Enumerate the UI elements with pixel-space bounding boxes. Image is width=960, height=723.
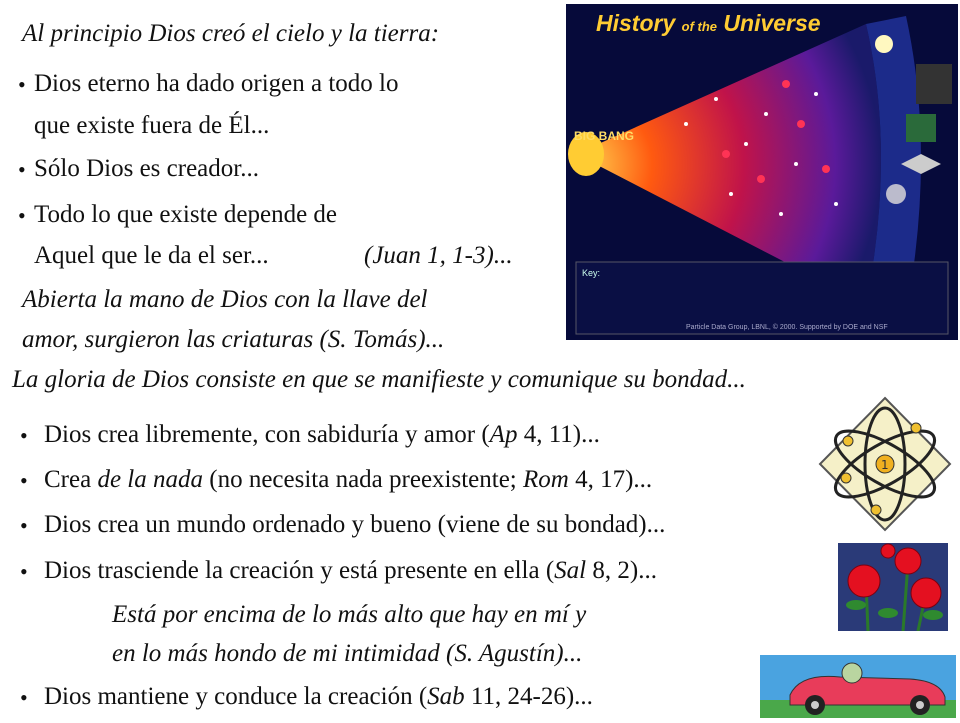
point-maintains: Dios mantiene y conduce la creación (Sab 11, 24-26)...	[44, 683, 593, 710]
roses-image	[838, 543, 948, 631]
point-transcends: Dios trasciende la creación y está presente en ella (Sal 8, 2)...	[44, 557, 657, 584]
point-freely: Dios crea libremente, con sabiduría y amor (Ap 4, 11)...	[44, 421, 600, 448]
point-eternal-line1: Dios eterno ha dado origen a todo lo	[34, 70, 399, 97]
quote-tomas-line2: amor, surgieron las criaturas (S. Tomás)...	[22, 326, 445, 353]
point-depends-line2: Aquel que le da el ser...	[34, 242, 269, 269]
bullet-icon: •	[18, 72, 26, 97]
bullet-icon: •	[20, 423, 28, 448]
reference-juan: (Juan 1, 1-3)...	[364, 242, 513, 269]
point-eternal-line2: que existe fuera de Él...	[34, 112, 270, 139]
universe-key-label: Key:	[582, 268, 601, 278]
bullet-icon: •	[20, 513, 28, 538]
universe-title: History of the Universe	[596, 10, 821, 36]
atom-image	[818, 396, 952, 532]
history-of-universe-image	[566, 4, 958, 340]
bullet-icon: •	[18, 157, 26, 182]
svg-text:1: 1	[881, 458, 889, 472]
heading-glory: La gloria de Dios consiste en que se manifieste y comunique su bondad...	[12, 366, 746, 393]
point-depends-line1: Todo lo que existe depende de	[34, 201, 338, 228]
bullet-icon: •	[18, 203, 26, 228]
point-ordered-world: Dios crea un mundo ordenado y bueno (viene de su bondad)...	[44, 511, 666, 538]
point-from-nothing: Crea de la nada (no necesita nada preexistente; Rom 4, 17)...	[44, 466, 653, 493]
bullet-icon: •	[20, 559, 28, 584]
quote-agustin-line2: en lo más hondo de mi intimidad (S. Agustín)...	[112, 640, 583, 667]
point-only-creator: Sólo Dios es creador...	[34, 155, 259, 182]
bullet-icon: •	[20, 685, 28, 710]
quote-agustin-line1: Está por encima de lo más alto que hay en mí y	[112, 601, 587, 628]
universe-credit: Particle Data Group, LBNL, © 2000. Supported by DOE and NSF	[686, 324, 888, 331]
heading-creation: Al principio Dios creó el cielo y la tierra:	[22, 20, 440, 47]
bullet-icon: •	[20, 468, 28, 493]
big-bang-label: BIG BANG	[574, 129, 634, 143]
quote-tomas-line1: Abierta la mano de Dios con la llave del	[22, 286, 428, 313]
race-car-image	[760, 655, 956, 718]
